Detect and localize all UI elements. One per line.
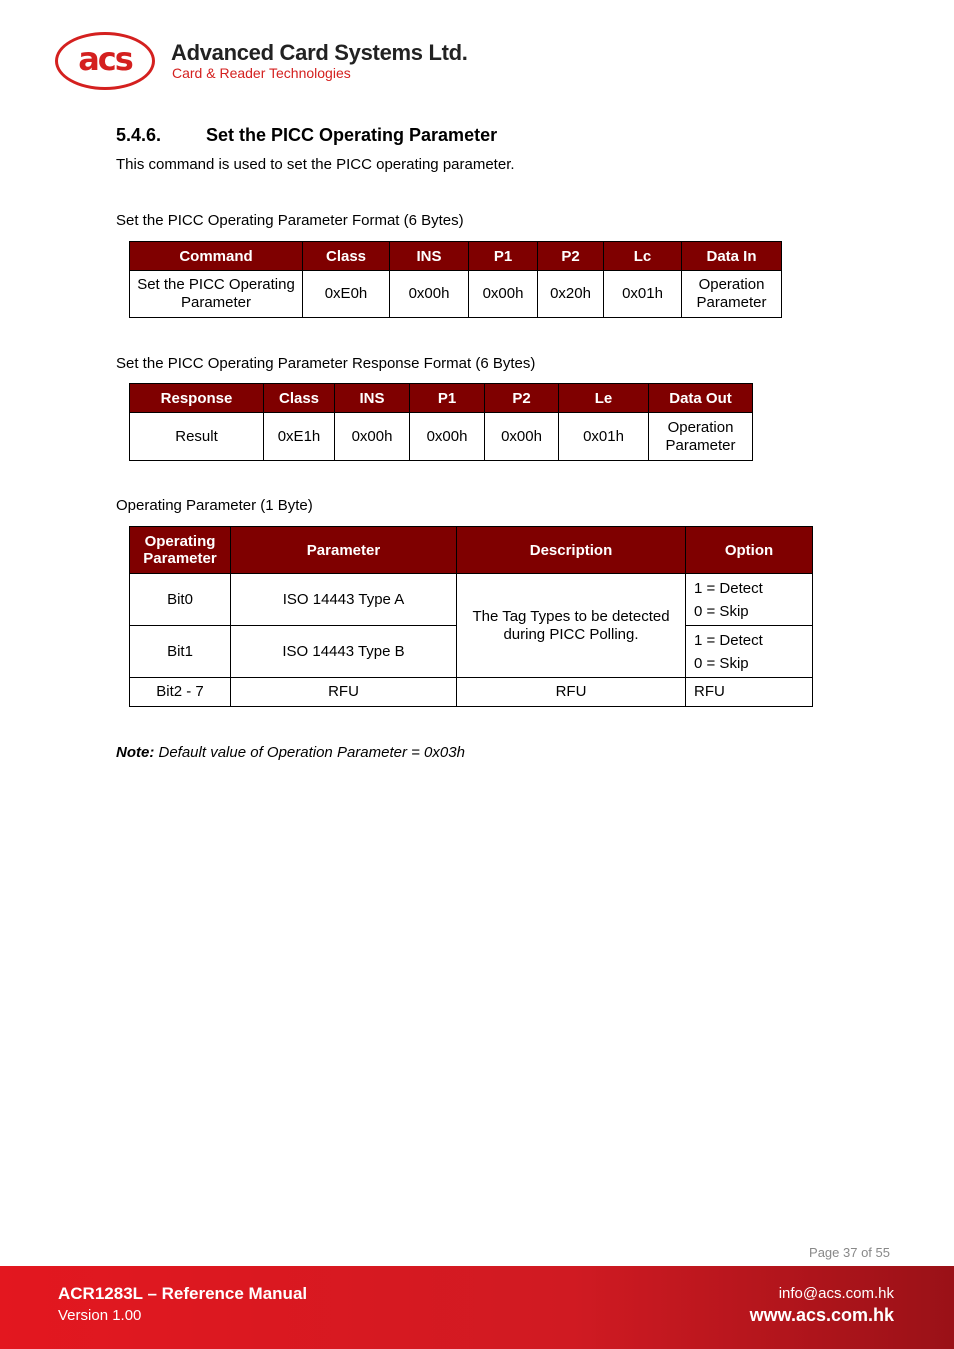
header-description: Description	[457, 527, 686, 574]
section-title: Set the PICC Operating Parameter	[206, 125, 498, 145]
header-le: Le	[559, 384, 649, 413]
cell-response: Result	[130, 413, 264, 461]
cell-class: 0xE1h	[264, 413, 335, 461]
header-data-in: Data In	[682, 242, 782, 271]
note-text: Default value of Operation Parameter = 0x03h	[158, 744, 465, 761]
table-row	[130, 678, 813, 707]
footer-bar	[0, 1266, 954, 1349]
company-tagline: Card & Reader Technologies	[172, 65, 351, 81]
page-number: Page 37 of 55	[809, 1245, 890, 1260]
footer-website[interactable]: www.acs.com.hk	[749, 1305, 894, 1325]
cell-bit: Bit2 - 7	[130, 678, 231, 707]
note-label: Note:	[116, 744, 155, 761]
table-row	[130, 574, 813, 626]
cell-class: 0xE0h	[303, 271, 390, 318]
cell-data-out: Operation Parameter	[649, 413, 753, 461]
option-detect: 1 = Detect	[694, 631, 763, 649]
footer-email[interactable]: info@acs.com.hk	[778, 1285, 894, 1302]
header-ins: INS	[390, 242, 469, 271]
header-option: Option	[686, 527, 813, 574]
header-response: Response	[130, 384, 264, 413]
command-format-table	[129, 241, 782, 318]
cell-command: Set the PICC Operating Parameter	[130, 271, 303, 318]
note	[116, 744, 465, 761]
cell-parameter: ISO 14443 Type A	[231, 574, 457, 626]
header-operating-parameter: Operating Parameter	[130, 527, 231, 574]
cell-parameter: ISO 14443 Type B	[231, 626, 457, 678]
cell-p2: 0x00h	[485, 413, 559, 461]
header-ins: INS	[335, 384, 410, 413]
cell-p1: 0x00h	[469, 271, 538, 318]
section-number: 5.4.6.	[116, 125, 162, 145]
param-table-caption: Operating Parameter (1 Byte)	[116, 497, 313, 514]
cell-option	[686, 626, 813, 678]
option-skip: 0 = Skip	[694, 654, 749, 672]
header-p1: P1	[469, 242, 538, 271]
footer-title: ACR1283L – Reference Manual	[58, 1284, 308, 1303]
command-table-caption: Set the PICC Operating Parameter Format (6 Bytes)	[116, 212, 464, 229]
header-parameter: Parameter	[231, 527, 457, 574]
header-p2: P2	[538, 242, 604, 271]
cell-option	[686, 574, 813, 626]
cell-description: RFU	[457, 678, 686, 707]
cell-ins: 0x00h	[390, 271, 469, 318]
cell-option: RFU	[686, 678, 813, 707]
cell-data-in: Operation Parameter	[682, 271, 782, 318]
response-format-table	[129, 383, 753, 461]
cell-le: 0x01h	[559, 413, 649, 461]
header-lc: Lc	[604, 242, 682, 271]
cell-parameter: RFU	[231, 678, 457, 707]
footer-version: Version 1.00	[58, 1307, 142, 1324]
section-intro: This command is used to set the PICC operating parameter.	[116, 156, 515, 173]
header-class: Class	[264, 384, 335, 413]
cell-ins: 0x00h	[335, 413, 410, 461]
cell-p2: 0x20h	[538, 271, 604, 318]
cell-bit: Bit1	[130, 626, 231, 678]
logo-mark: acs	[78, 40, 132, 78]
header-p2: P2	[485, 384, 559, 413]
cell-shared-description: The Tag Types to be detected during PICC Polling.	[457, 574, 686, 678]
cell-lc: 0x01h	[604, 271, 682, 318]
operating-parameter-table	[129, 526, 813, 707]
option-skip: 0 = Skip	[694, 602, 749, 620]
cell-p1: 0x00h	[410, 413, 485, 461]
header-command: Command	[130, 242, 303, 271]
header-class: Class	[303, 242, 390, 271]
cell-bit: Bit0	[130, 574, 231, 626]
company-name: Advanced Card Systems Ltd.	[171, 40, 468, 65]
section-heading	[116, 125, 497, 146]
header-data-out: Data Out	[649, 384, 753, 413]
header-p1: P1	[410, 384, 485, 413]
company-logo	[55, 30, 475, 94]
response-table-caption: Set the PICC Operating Parameter Response Format (6 Bytes)	[116, 355, 536, 372]
option-detect: 1 = Detect	[694, 579, 763, 597]
